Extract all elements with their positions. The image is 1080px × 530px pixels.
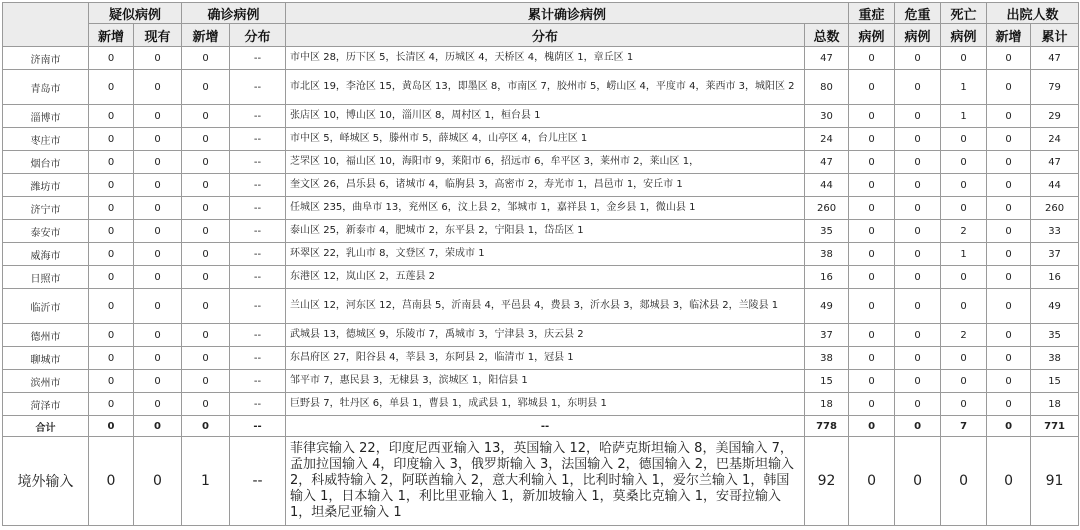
cumulative-total-cell: 38 bbox=[805, 243, 849, 266]
confirmed-distribution-cell: -- bbox=[230, 47, 286, 70]
suspected-current-cell: 0 bbox=[134, 370, 182, 393]
city-cell: 济南市 bbox=[3, 47, 89, 70]
suspected-new-cell: 0 bbox=[89, 70, 134, 105]
cumulative-total-cell: 260 bbox=[805, 197, 849, 220]
suspected-new-cell: 0 bbox=[89, 243, 134, 266]
discharged-new-cell: 0 bbox=[987, 174, 1031, 197]
suspected-current-cell: 0 bbox=[134, 105, 182, 128]
header-critical-cases: 病例 bbox=[895, 24, 941, 47]
confirmed-distribution-cell: -- bbox=[230, 197, 286, 220]
header-confirmed: 确诊病例 bbox=[182, 3, 286, 24]
city-cell: 日照市 bbox=[3, 266, 89, 289]
suspected-current-cell: 0 bbox=[134, 197, 182, 220]
discharged-new-cell: 0 bbox=[987, 370, 1031, 393]
city-cell: 潍坊市 bbox=[3, 174, 89, 197]
severe-cell: 0 bbox=[849, 437, 895, 526]
header-suspected-new: 新增 bbox=[89, 24, 134, 47]
critical-cell: 0 bbox=[895, 393, 941, 416]
death-cell: 0 bbox=[941, 151, 987, 174]
discharged-cumulative-cell: 47 bbox=[1031, 151, 1079, 174]
table-row bbox=[3, 266, 1079, 289]
suspected-current-cell: 0 bbox=[134, 416, 182, 437]
header-discharged-cumulative: 累计 bbox=[1031, 24, 1079, 47]
critical-cell: 0 bbox=[895, 437, 941, 526]
critical-cell: 0 bbox=[895, 289, 941, 324]
suspected-current-cell: 0 bbox=[134, 347, 182, 370]
critical-cell: 0 bbox=[895, 324, 941, 347]
critical-cell: 0 bbox=[895, 174, 941, 197]
confirmed-new-cell: 0 bbox=[182, 370, 230, 393]
suspected-new-cell: 0 bbox=[89, 289, 134, 324]
cumulative-total-cell: 35 bbox=[805, 220, 849, 243]
header-discharged-new: 新增 bbox=[987, 24, 1031, 47]
covid-cases-table bbox=[2, 2, 1079, 526]
confirmed-new-cell: 0 bbox=[182, 105, 230, 128]
confirmed-new-cell: 0 bbox=[182, 266, 230, 289]
critical-cell: 0 bbox=[895, 370, 941, 393]
discharged-new-cell: 0 bbox=[987, 437, 1031, 526]
confirmed-distribution-cell: -- bbox=[230, 128, 286, 151]
discharged-cumulative-cell: 79 bbox=[1031, 70, 1079, 105]
cumulative-total-cell: 18 bbox=[805, 393, 849, 416]
confirmed-new-cell: 0 bbox=[182, 47, 230, 70]
header-cumulative: 累计确诊病例 bbox=[286, 3, 849, 24]
confirmed-new-cell: 0 bbox=[182, 289, 230, 324]
confirmed-new-cell: 0 bbox=[182, 220, 230, 243]
confirmed-distribution-cell: -- bbox=[230, 393, 286, 416]
suspected-current-cell: 0 bbox=[134, 289, 182, 324]
death-cell: 1 bbox=[941, 70, 987, 105]
suspected-current-cell: 0 bbox=[134, 266, 182, 289]
header-suspected-current: 现有 bbox=[134, 24, 182, 47]
suspected-new-cell: 0 bbox=[89, 370, 134, 393]
discharged-cumulative-cell: 29 bbox=[1031, 105, 1079, 128]
table-row bbox=[3, 243, 1079, 266]
severe-cell: 0 bbox=[849, 370, 895, 393]
cumulative-total-cell: 16 bbox=[805, 266, 849, 289]
table-row bbox=[3, 47, 1079, 70]
death-cell: 0 bbox=[941, 128, 987, 151]
suspected-new-cell: 0 bbox=[89, 220, 134, 243]
death-cell: 0 bbox=[941, 47, 987, 70]
severe-cell: 0 bbox=[849, 266, 895, 289]
severe-cell: 0 bbox=[849, 220, 895, 243]
discharged-cumulative-cell: 91 bbox=[1031, 437, 1079, 526]
severe-cell: 0 bbox=[849, 416, 895, 437]
cumulative-distribution-cell: 东港区 12，岚山区 2，五莲县 2 bbox=[286, 266, 805, 289]
discharged-cumulative-cell: 44 bbox=[1031, 174, 1079, 197]
total-row bbox=[3, 416, 1079, 437]
death-cell: 0 bbox=[941, 437, 987, 526]
discharged-new-cell: 0 bbox=[987, 70, 1031, 105]
cumulative-distribution-cell: 武城县 13，德城区 9，乐陵市 7，禹城市 3，宁津县 3，庆云县 2 bbox=[286, 324, 805, 347]
city-cell: 聊城市 bbox=[3, 347, 89, 370]
cumulative-distribution-cell: 巨野县 7，牡丹区 6，单县 1，曹县 1，成武县 1，郓城县 1，东明县 1 bbox=[286, 393, 805, 416]
cumulative-distribution-cell: 泰山区 25，新泰市 4，肥城市 2，东平县 2，宁阳县 1，岱岳区 1 bbox=[286, 220, 805, 243]
suspected-new-cell: 0 bbox=[89, 151, 134, 174]
confirmed-distribution-cell: -- bbox=[230, 347, 286, 370]
cumulative-total-cell: 37 bbox=[805, 324, 849, 347]
suspected-current-cell: 0 bbox=[134, 70, 182, 105]
confirmed-new-cell: 1 bbox=[182, 437, 230, 526]
discharged-new-cell: 0 bbox=[987, 105, 1031, 128]
cumulative-total-cell: 49 bbox=[805, 289, 849, 324]
discharged-cumulative-cell: 37 bbox=[1031, 243, 1079, 266]
table-row bbox=[3, 105, 1079, 128]
cumulative-distribution-cell: 奎文区 26，昌乐县 6，诸城市 4，临朐县 3，高密市 2，寿光市 1，昌邑市 1，安丘市 1 bbox=[286, 174, 805, 197]
cumulative-total-cell: 15 bbox=[805, 370, 849, 393]
cumulative-distribution-cell: 张店区 10，博山区 10，淄川区 8，周村区 1，桓台县 1 bbox=[286, 105, 805, 128]
death-cell: 0 bbox=[941, 197, 987, 220]
severe-cell: 0 bbox=[849, 347, 895, 370]
suspected-new-cell: 0 bbox=[89, 174, 134, 197]
critical-cell: 0 bbox=[895, 70, 941, 105]
discharged-cumulative-cell: 18 bbox=[1031, 393, 1079, 416]
table-row bbox=[3, 70, 1079, 105]
cumulative-distribution-cell: 市中区 28，历下区 5，长清区 4，历城区 4，天桥区 4，槐荫区 1，章丘区 1 bbox=[286, 47, 805, 70]
cumulative-total-cell: 47 bbox=[805, 47, 849, 70]
cumulative-total-cell: 24 bbox=[805, 128, 849, 151]
suspected-new-cell: 0 bbox=[89, 105, 134, 128]
suspected-current-cell: 0 bbox=[134, 128, 182, 151]
suspected-new-cell: 0 bbox=[89, 324, 134, 347]
city-cell: 泰安市 bbox=[3, 220, 89, 243]
discharged-new-cell: 0 bbox=[987, 47, 1031, 70]
confirmed-new-cell: 0 bbox=[182, 347, 230, 370]
severe-cell: 0 bbox=[849, 174, 895, 197]
suspected-current-cell: 0 bbox=[134, 220, 182, 243]
suspected-new-cell: 0 bbox=[89, 197, 134, 220]
suspected-new-cell: 0 bbox=[89, 416, 134, 437]
discharged-new-cell: 0 bbox=[987, 347, 1031, 370]
header-severe-cases: 病例 bbox=[849, 24, 895, 47]
suspected-current-cell: 0 bbox=[134, 324, 182, 347]
discharged-cumulative-cell: 38 bbox=[1031, 347, 1079, 370]
critical-cell: 0 bbox=[895, 151, 941, 174]
suspected-new-cell: 0 bbox=[89, 393, 134, 416]
table-row bbox=[3, 347, 1079, 370]
critical-cell: 0 bbox=[895, 47, 941, 70]
table-body bbox=[3, 47, 1079, 526]
city-cell: 枣庄市 bbox=[3, 128, 89, 151]
confirmed-distribution-cell: -- bbox=[230, 70, 286, 105]
critical-cell: 0 bbox=[895, 266, 941, 289]
confirmed-distribution-cell: -- bbox=[230, 437, 286, 526]
severe-cell: 0 bbox=[849, 243, 895, 266]
cumulative-total-cell: 778 bbox=[805, 416, 849, 437]
discharged-new-cell: 0 bbox=[987, 416, 1031, 437]
confirmed-distribution-cell: -- bbox=[230, 416, 286, 437]
death-cell: 0 bbox=[941, 289, 987, 324]
city-cell: 济宁市 bbox=[3, 197, 89, 220]
discharged-new-cell: 0 bbox=[987, 220, 1031, 243]
suspected-new-cell: 0 bbox=[89, 437, 134, 526]
confirmed-new-cell: 0 bbox=[182, 243, 230, 266]
city-cell: 临沂市 bbox=[3, 289, 89, 324]
confirmed-new-cell: 0 bbox=[182, 128, 230, 151]
cumulative-total-cell: 44 bbox=[805, 174, 849, 197]
cumulative-total-cell: 92 bbox=[805, 437, 849, 526]
city-cell: 菏泽市 bbox=[3, 393, 89, 416]
discharged-cumulative-cell: 35 bbox=[1031, 324, 1079, 347]
severe-cell: 0 bbox=[849, 197, 895, 220]
cumulative-distribution-cell: 东昌府区 27，阳谷县 4，莘县 3，东阿县 2，临清市 1，冠县 1 bbox=[286, 347, 805, 370]
discharged-cumulative-cell: 771 bbox=[1031, 416, 1079, 437]
discharged-new-cell: 0 bbox=[987, 243, 1031, 266]
severe-cell: 0 bbox=[849, 47, 895, 70]
suspected-current-cell: 0 bbox=[134, 174, 182, 197]
critical-cell: 0 bbox=[895, 105, 941, 128]
confirmed-distribution-cell: -- bbox=[230, 324, 286, 347]
imported-row bbox=[3, 437, 1079, 526]
discharged-new-cell: 0 bbox=[987, 289, 1031, 324]
severe-cell: 0 bbox=[849, 70, 895, 105]
table-row bbox=[3, 128, 1079, 151]
severe-cell: 0 bbox=[849, 105, 895, 128]
cumulative-total-cell: 80 bbox=[805, 70, 849, 105]
confirmed-new-cell: 0 bbox=[182, 151, 230, 174]
suspected-current-cell: 0 bbox=[134, 47, 182, 70]
table-row bbox=[3, 220, 1079, 243]
discharged-cumulative-cell: 33 bbox=[1031, 220, 1079, 243]
cumulative-distribution-cell: -- bbox=[286, 416, 805, 437]
header-discharged: 出院人数 bbox=[987, 3, 1079, 24]
city-cell: 滨州市 bbox=[3, 370, 89, 393]
death-cell: 1 bbox=[941, 105, 987, 128]
total-label: 合计 bbox=[3, 416, 89, 437]
header-death-cases: 病例 bbox=[941, 24, 987, 47]
critical-cell: 0 bbox=[895, 347, 941, 370]
severe-cell: 0 bbox=[849, 128, 895, 151]
table-row bbox=[3, 370, 1079, 393]
severe-cell: 0 bbox=[849, 151, 895, 174]
city-cell: 威海市 bbox=[3, 243, 89, 266]
cumulative-distribution-cell: 环翠区 22，乳山市 8，文登区 7，荣成市 1 bbox=[286, 243, 805, 266]
cumulative-distribution-cell: 邹平市 7，惠民县 3，无棣县 3，滨城区 1，阳信县 1 bbox=[286, 370, 805, 393]
header-severe: 重症 bbox=[849, 3, 895, 24]
confirmed-distribution-cell: -- bbox=[230, 174, 286, 197]
confirmed-new-cell: 0 bbox=[182, 174, 230, 197]
critical-cell: 0 bbox=[895, 197, 941, 220]
suspected-current-cell: 0 bbox=[134, 151, 182, 174]
discharged-new-cell: 0 bbox=[987, 393, 1031, 416]
table-header bbox=[3, 3, 1079, 47]
suspected-current-cell: 0 bbox=[134, 393, 182, 416]
confirmed-new-cell: 0 bbox=[182, 197, 230, 220]
table-row bbox=[3, 174, 1079, 197]
cumulative-distribution-cell: 芝罘区 10，福山区 10，海阳市 9，莱阳市 6，招远市 6，牟平区 3，莱州市 2，莱山区 1， bbox=[286, 151, 805, 174]
cumulative-distribution-cell: 兰山区 12，河东区 12，莒南县 5，沂南县 4，平邑县 4，费县 3，沂水县 3，郯城县 3，临沭县 2，兰陵县 1 bbox=[286, 289, 805, 324]
death-cell: 1 bbox=[941, 243, 987, 266]
death-cell: 7 bbox=[941, 416, 987, 437]
discharged-cumulative-cell: 49 bbox=[1031, 289, 1079, 324]
header-suspected: 疑似病例 bbox=[89, 3, 182, 24]
confirmed-new-cell: 0 bbox=[182, 70, 230, 105]
discharged-new-cell: 0 bbox=[987, 324, 1031, 347]
death-cell: 2 bbox=[941, 324, 987, 347]
confirmed-distribution-cell: -- bbox=[230, 151, 286, 174]
death-cell: 0 bbox=[941, 174, 987, 197]
discharged-cumulative-cell: 24 bbox=[1031, 128, 1079, 151]
imported-label: 境外输入 bbox=[3, 437, 89, 526]
severe-cell: 0 bbox=[849, 289, 895, 324]
severe-cell: 0 bbox=[849, 324, 895, 347]
suspected-new-cell: 0 bbox=[89, 347, 134, 370]
death-cell: 0 bbox=[941, 393, 987, 416]
city-cell: 青岛市 bbox=[3, 70, 89, 105]
header-critical: 危重 bbox=[895, 3, 941, 24]
suspected-new-cell: 0 bbox=[89, 266, 134, 289]
discharged-cumulative-cell: 16 bbox=[1031, 266, 1079, 289]
confirmed-distribution-cell: -- bbox=[230, 370, 286, 393]
confirmed-distribution-cell: -- bbox=[230, 266, 286, 289]
cumulative-total-cell: 38 bbox=[805, 347, 849, 370]
confirmed-distribution-cell: -- bbox=[230, 243, 286, 266]
confirmed-new-cell: 0 bbox=[182, 393, 230, 416]
critical-cell: 0 bbox=[895, 416, 941, 437]
suspected-new-cell: 0 bbox=[89, 47, 134, 70]
confirmed-distribution-cell: -- bbox=[230, 105, 286, 128]
death-cell: 0 bbox=[941, 370, 987, 393]
suspected-new-cell: 0 bbox=[89, 128, 134, 151]
confirmed-distribution-cell: -- bbox=[230, 220, 286, 243]
confirmed-new-cell: 0 bbox=[182, 324, 230, 347]
discharged-new-cell: 0 bbox=[987, 128, 1031, 151]
cumulative-distribution-cell: 菲律宾输入 22，印度尼西亚输入 13，英国输入 12，哈萨克斯坦输入 8，美国输入 7，孟加拉国输入 4，印度输入 3，俄罗斯输入 3，法国输入 2，德国输入 2，巴基斯坦输入 2，科威特输入 2，阿联酋输入 2，意大利输入 1，比利时输入 1，爱尔兰输入 1，韩国输入 1，日本输入 1，利比里亚输入 1，新加坡输入 1，莫桑比克输入 1，安哥拉输入 1，坦桑尼亚输入 1 bbox=[286, 437, 805, 526]
cumulative-total-cell: 30 bbox=[805, 105, 849, 128]
discharged-new-cell: 0 bbox=[987, 266, 1031, 289]
cumulative-distribution-cell: 任城区 235，曲阜市 13，兖州区 6，汶上县 2，邹城市 1，嘉祥县 1，金乡县 1，微山县 1 bbox=[286, 197, 805, 220]
critical-cell: 0 bbox=[895, 128, 941, 151]
discharged-cumulative-cell: 260 bbox=[1031, 197, 1079, 220]
death-cell: 2 bbox=[941, 220, 987, 243]
cumulative-distribution-cell: 市北区 19，李沧区 15，黄岛区 13，即墨区 8，市南区 7，胶州市 5，崂山区 4，平度市 4，莱西市 3，城阳区 2 bbox=[286, 70, 805, 105]
cumulative-total-cell: 47 bbox=[805, 151, 849, 174]
header-city bbox=[3, 3, 89, 47]
city-cell: 德州市 bbox=[3, 324, 89, 347]
header-confirmed-new: 新增 bbox=[182, 24, 230, 47]
table-row bbox=[3, 289, 1079, 324]
confirmed-distribution-cell: -- bbox=[230, 289, 286, 324]
severe-cell: 0 bbox=[849, 393, 895, 416]
cumulative-distribution-cell: 市中区 5，峄城区 5，滕州市 5，薛城区 4，山亭区 4，台儿庄区 1 bbox=[286, 128, 805, 151]
suspected-current-cell: 0 bbox=[134, 437, 182, 526]
suspected-current-cell: 0 bbox=[134, 243, 182, 266]
discharged-cumulative-cell: 15 bbox=[1031, 370, 1079, 393]
header-cumulative-total: 总数 bbox=[805, 24, 849, 47]
table-row bbox=[3, 393, 1079, 416]
table-row bbox=[3, 197, 1079, 220]
city-cell: 烟台市 bbox=[3, 151, 89, 174]
header-cumulative-distribution: 分布 bbox=[286, 24, 805, 47]
critical-cell: 0 bbox=[895, 220, 941, 243]
critical-cell: 0 bbox=[895, 243, 941, 266]
table-row bbox=[3, 324, 1079, 347]
header-confirmed-distribution: 分布 bbox=[230, 24, 286, 47]
discharged-new-cell: 0 bbox=[987, 197, 1031, 220]
discharged-new-cell: 0 bbox=[987, 151, 1031, 174]
city-cell: 淄博市 bbox=[3, 105, 89, 128]
death-cell: 0 bbox=[941, 266, 987, 289]
header-death: 死亡 bbox=[941, 3, 987, 24]
death-cell: 0 bbox=[941, 347, 987, 370]
discharged-cumulative-cell: 47 bbox=[1031, 47, 1079, 70]
table-row bbox=[3, 151, 1079, 174]
confirmed-new-cell: 0 bbox=[182, 416, 230, 437]
